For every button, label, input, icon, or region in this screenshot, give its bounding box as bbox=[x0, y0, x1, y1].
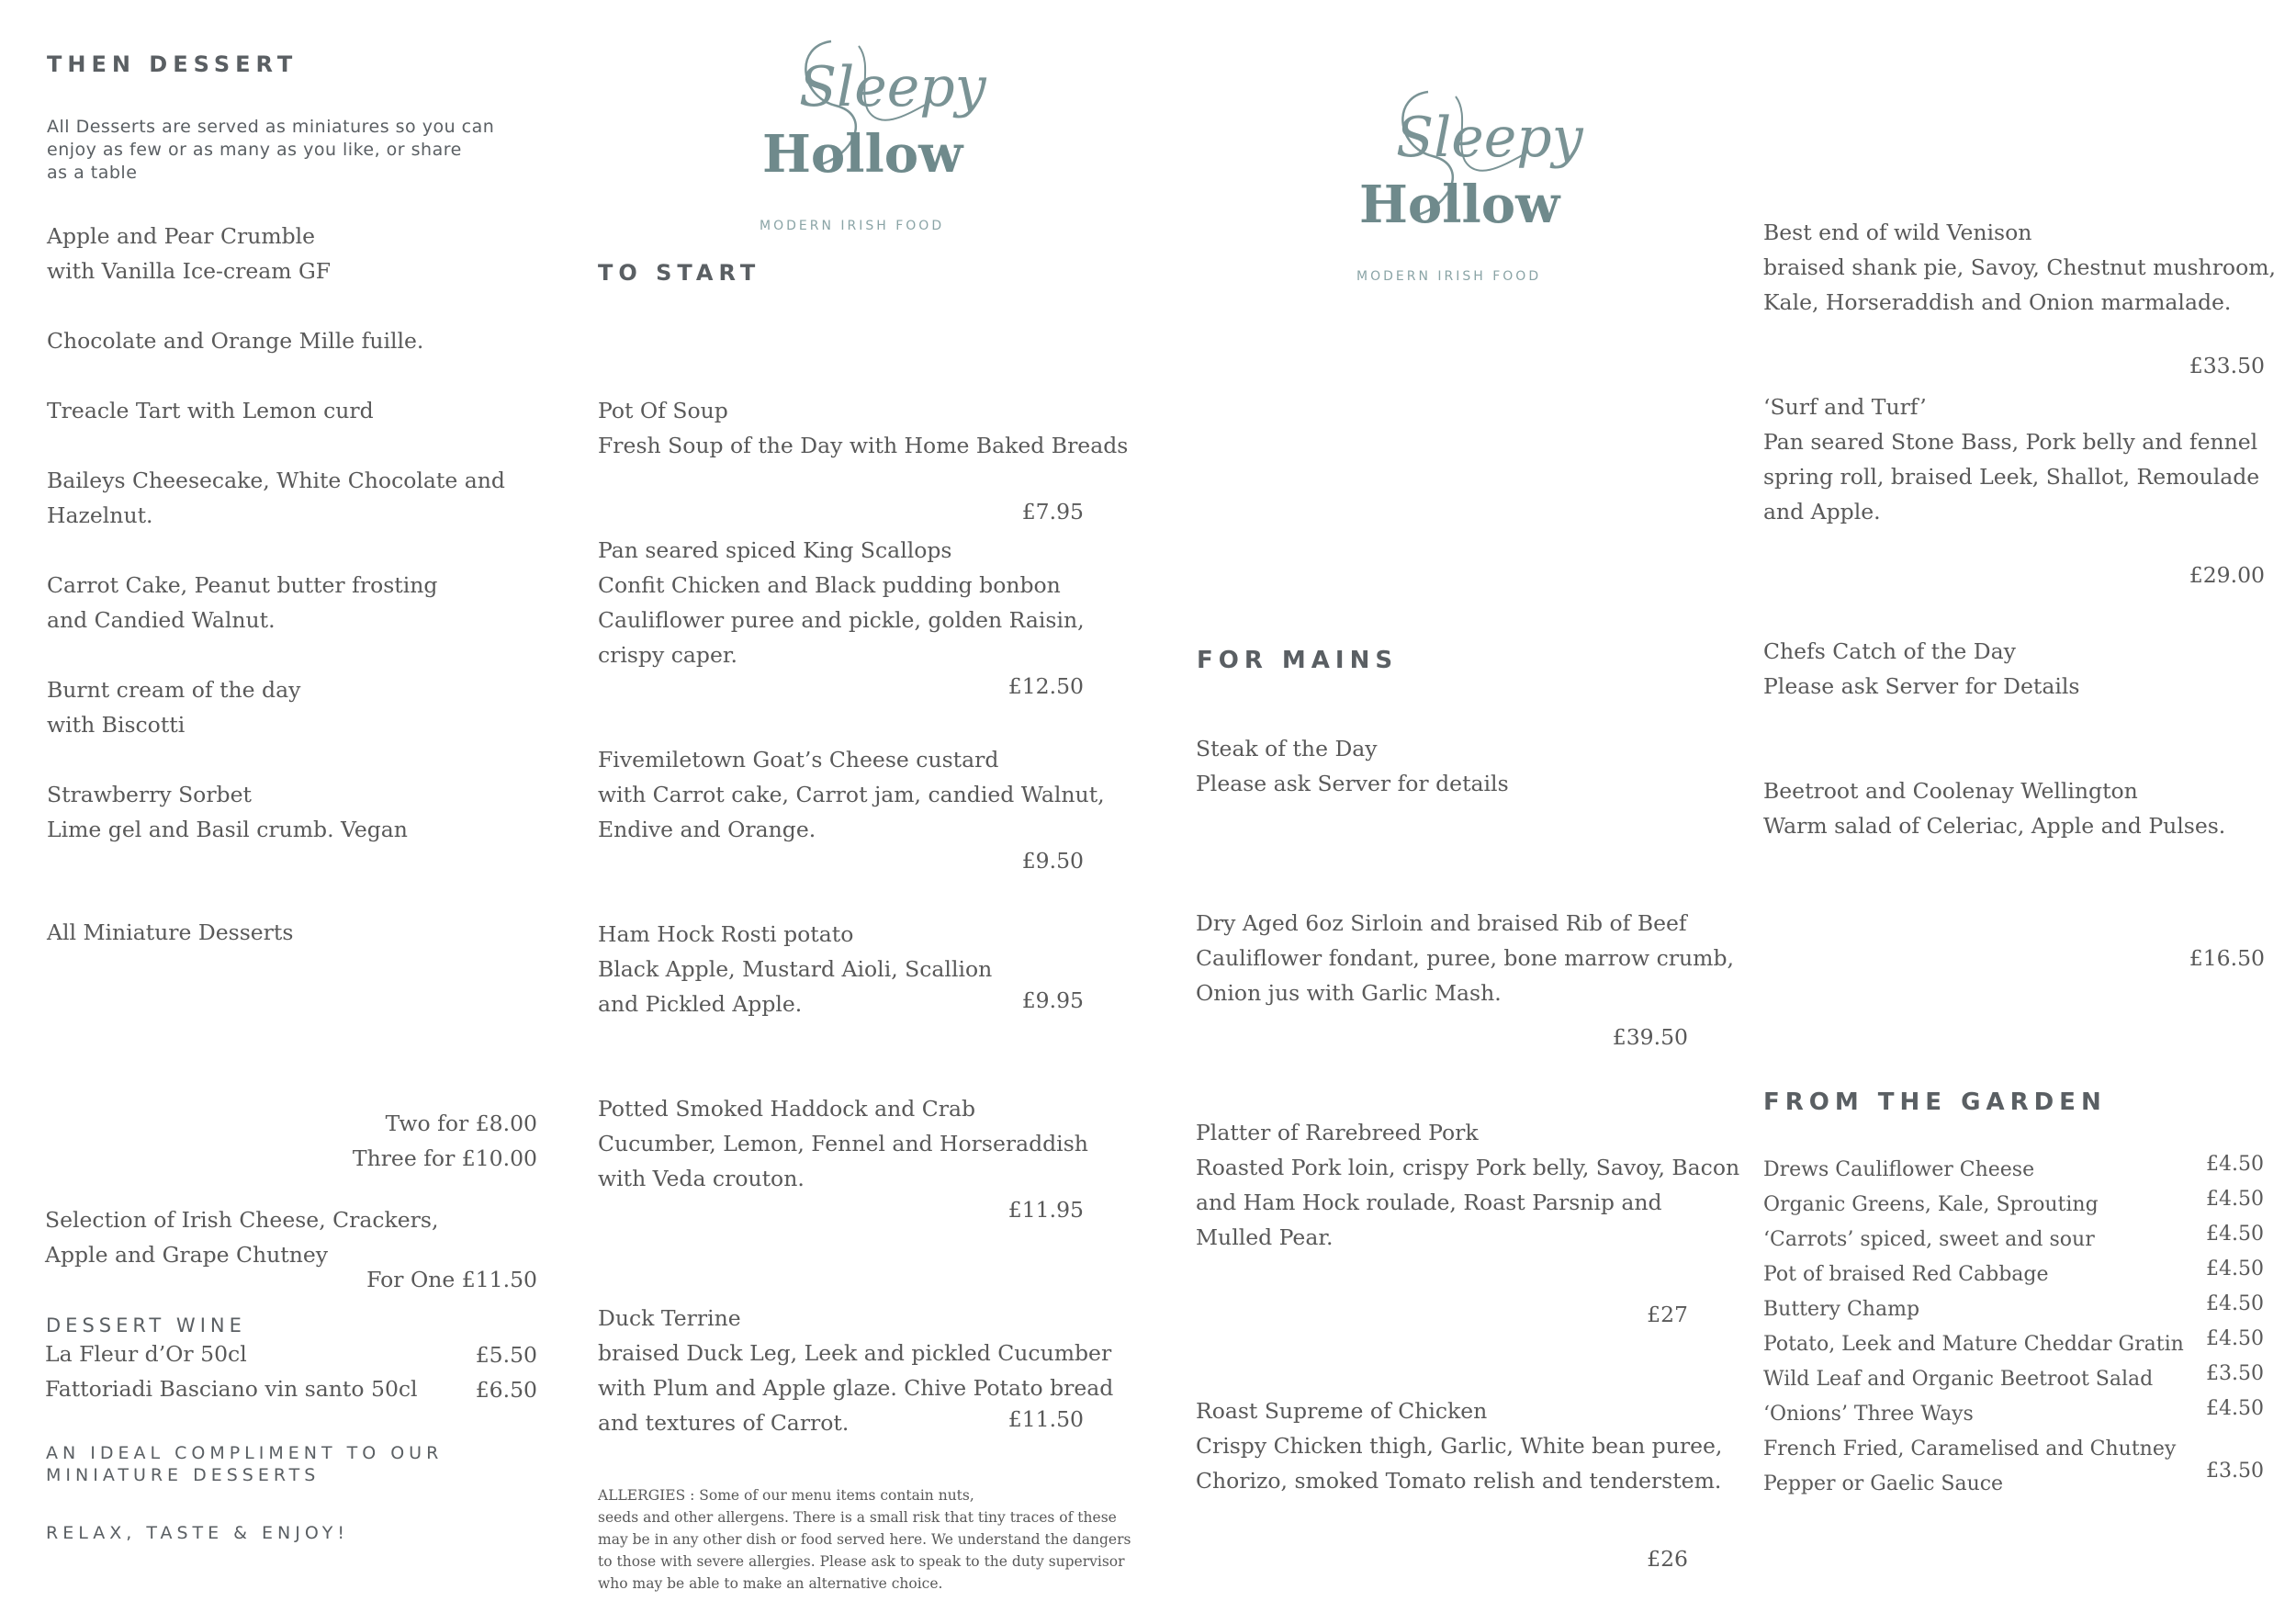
garden-item-name: French Fried, Caramelised and Chutney bbox=[1763, 1438, 2177, 1460]
main-line: Chorizo, smoked Tomato relish and tenderstem. bbox=[1196, 1468, 1722, 1494]
main-line: Pan seared Stone Bass, Pork belly and fennel bbox=[1763, 429, 2258, 455]
main-item bbox=[1763, 215, 2276, 320]
main-line: Mulled Pear. bbox=[1196, 1224, 1334, 1250]
dessert-item bbox=[47, 568, 437, 637]
all-miniatures-text: All Miniature Desserts bbox=[47, 919, 294, 945]
logo bbox=[744, 28, 992, 239]
wine-price: £6.50 bbox=[475, 1377, 537, 1403]
starter-price: £12.50 bbox=[1007, 673, 1084, 699]
dessert-line: Chocolate and Orange Mille fuille. bbox=[47, 328, 424, 354]
main-line: and Apple. bbox=[1763, 499, 1881, 524]
main-line: Onion jus with Garlic Mash. bbox=[1196, 980, 1502, 1006]
garden-item-price: £3.50 bbox=[2206, 1362, 2264, 1385]
main-item bbox=[1763, 389, 2259, 529]
dessert-wine-heading: DESSERT WINE bbox=[46, 1314, 246, 1336]
starter-item bbox=[598, 533, 1085, 672]
dessert-item bbox=[47, 219, 331, 288]
logo-script: Sleepy bbox=[799, 55, 986, 119]
garden-item bbox=[1763, 1397, 2264, 1432]
two-for-price: Two for £8.00 bbox=[385, 1111, 537, 1136]
dessert-intro-line: enjoy as few or as many as you like, or share bbox=[47, 140, 462, 160]
main-line: Steak of the Day bbox=[1196, 736, 1378, 761]
allergy-notice bbox=[598, 1484, 1131, 1595]
garden-item-price: £4.50 bbox=[2206, 1327, 2264, 1350]
dessert-line: Baileys Cheesecake, White Chocolate and bbox=[47, 468, 505, 493]
starter-line: Fresh Soup of the Day with Home Baked Breads bbox=[598, 433, 1129, 458]
main-line: Kale, Horseraddish and Onion marmalade. bbox=[1763, 289, 2232, 315]
dessert-line: Treacle Tart with Lemon curd bbox=[47, 398, 374, 423]
main-line: Platter of Rarebreed Pork bbox=[1196, 1120, 1479, 1145]
dessert-item bbox=[47, 393, 374, 428]
main-item bbox=[1196, 731, 1509, 801]
garden-item-name: Potato, Leek and Mature Cheddar Gratin bbox=[1763, 1333, 2184, 1356]
main-price: £39.50 bbox=[1612, 1024, 1688, 1050]
starter-item bbox=[598, 1091, 1088, 1196]
starter-line: Fivemiletown Goat’s Cheese custard bbox=[598, 747, 999, 773]
main-line: Please ask Server for details bbox=[1196, 771, 1509, 796]
dessert-line: with Biscotti bbox=[47, 712, 186, 738]
logo bbox=[1341, 78, 1589, 289]
garden-heading: FROM THE GARDEN bbox=[1763, 1088, 2107, 1116]
dessert-heading: THEN DESSERT bbox=[47, 51, 298, 77]
garden-item-name: Pot of braised Red Cabbage bbox=[1763, 1263, 2049, 1286]
wine-item bbox=[45, 1371, 418, 1406]
main-line: Beetroot and Coolenay Wellington bbox=[1763, 778, 2138, 804]
dessert-item bbox=[47, 463, 505, 533]
dessert-line: Apple and Pear Crumble bbox=[47, 223, 316, 249]
main-item bbox=[1196, 1115, 1739, 1255]
starter-line: braised Duck Leg, Leek and pickled Cucumber bbox=[598, 1340, 1112, 1366]
garden-item bbox=[1763, 1223, 2264, 1257]
logo-tagline: MODERN IRISH FOOD bbox=[760, 219, 945, 233]
dessert-line: Lime gel and Basil crumb. Vegan bbox=[47, 817, 408, 842]
starter-line: with Plum and Apple glaze. Chive Potato bread bbox=[598, 1375, 1114, 1401]
garden-item-name: Drews Cauliflower Cheese bbox=[1763, 1158, 2035, 1181]
allergy-line: to those with severe allergies. Please ask to speak to the duty supervisor bbox=[598, 1553, 1125, 1570]
garden-item bbox=[1763, 1257, 2264, 1292]
garden-item-price: £4.50 bbox=[2206, 1292, 2264, 1315]
garden-item bbox=[1763, 1362, 2264, 1397]
starter-line: with Carrot cake, Carrot jam, candied Walnut, bbox=[598, 782, 1105, 807]
dessert-item bbox=[47, 323, 423, 358]
wine-item bbox=[45, 1336, 247, 1371]
garden-item-price: £4.50 bbox=[2206, 1257, 2264, 1280]
main-line: Please ask Server for Details bbox=[1763, 673, 2080, 699]
garden-item-price: £3.50 bbox=[2206, 1460, 2264, 1483]
main-line: Roast Supreme of Chicken bbox=[1196, 1398, 1488, 1424]
starter-line: Endive and Orange. bbox=[598, 817, 816, 842]
main-item bbox=[1196, 906, 1734, 1010]
starter-price: £11.50 bbox=[1007, 1406, 1084, 1432]
starter-line: with Veda crouton. bbox=[598, 1166, 805, 1191]
wine-name: Fattoriadi Basciano vin santo 50cl bbox=[45, 1376, 418, 1402]
main-line: Cauliflower fondant, puree, bone marrow crumb, bbox=[1196, 945, 1734, 971]
cheese-price: For One £11.50 bbox=[366, 1267, 537, 1292]
garden-item-price: £4.50 bbox=[2206, 1223, 2264, 1246]
starter-price: £9.50 bbox=[1021, 848, 1084, 874]
logo-main: Hollow bbox=[762, 124, 963, 185]
ideal-line: MINIATURE DESSERTS bbox=[46, 1465, 321, 1485]
dessert-intro-line: as a table bbox=[47, 163, 138, 183]
wine-name: La Fleur d’Or 50cl bbox=[45, 1341, 247, 1367]
starter-line: and Pickled Apple. bbox=[598, 991, 803, 1017]
dessert-line: Strawberry Sorbet bbox=[47, 782, 252, 807]
main-price: £26 bbox=[1647, 1546, 1688, 1572]
starter-line: Black Apple, Mustard Aioli, Scallion bbox=[598, 956, 993, 982]
garden-item-price: £4.50 bbox=[2206, 1153, 2264, 1176]
ideal-line: AN IDEAL COMPLIMENT TO OUR bbox=[46, 1443, 444, 1463]
dessert-line: Carrot Cake, Peanut butter frosting bbox=[47, 572, 438, 598]
dessert-item bbox=[47, 672, 300, 742]
main-line: Chefs Catch of the Day bbox=[1763, 638, 2016, 664]
starter-line: Pan seared spiced King Scallops bbox=[598, 537, 952, 563]
allergy-line: seeds and other allergens. There is a small risk that tiny traces of these bbox=[598, 1509, 1117, 1526]
main-line: spring roll, braised Leek, Shallot, Remoulade bbox=[1763, 464, 2260, 490]
main-line: Crispy Chicken thigh, Garlic, White bean puree, bbox=[1196, 1433, 1723, 1459]
cheese-item bbox=[45, 1202, 438, 1272]
starter-price: £9.95 bbox=[1021, 987, 1084, 1013]
main-line: braised shank pie, Savoy, Chestnut mushroom, bbox=[1763, 254, 2276, 280]
start-heading: TO START bbox=[598, 260, 761, 286]
logo-script: Sleepy bbox=[1396, 106, 1583, 170]
allergy-line: ALLERGIES : Some of our menu items contain nuts, bbox=[598, 1487, 974, 1504]
starter-line: Potted Smoked Haddock and Crab bbox=[598, 1096, 976, 1122]
garden-item bbox=[1763, 1327, 2264, 1362]
starter-price: £11.95 bbox=[1007, 1197, 1084, 1223]
starter-item bbox=[598, 742, 1105, 847]
starter-line: crispy caper. bbox=[598, 642, 738, 668]
logo-main: Hollow bbox=[1359, 175, 1560, 235]
garden-item-name: Wild Leaf and Organic Beetroot Salad bbox=[1763, 1368, 2154, 1391]
main-line: ‘Surf and Turf’ bbox=[1763, 394, 1927, 420]
ideal-compliment bbox=[46, 1442, 443, 1486]
garden-item-name: Buttery Champ bbox=[1763, 1298, 1920, 1321]
three-for-price: Three for £10.00 bbox=[352, 1145, 537, 1171]
all-miniatures-label bbox=[47, 915, 293, 950]
starter-line: Ham Hock Rosti potato bbox=[598, 921, 854, 947]
starter-item bbox=[598, 393, 1128, 463]
wine-price: £5.50 bbox=[475, 1342, 537, 1368]
garden-item bbox=[1763, 1460, 2264, 1502]
garden-item-name: ‘Carrots’ spiced, sweet and sour bbox=[1763, 1228, 2095, 1251]
starter-price: £7.95 bbox=[1021, 499, 1084, 524]
allergy-line: who may be able to make an alternative choice. bbox=[598, 1575, 943, 1592]
main-line: Best end of wild Venison bbox=[1763, 220, 2032, 245]
dessert-line: and Candied Walnut. bbox=[47, 607, 276, 633]
starter-line: Duck Terrine bbox=[598, 1305, 741, 1331]
main-item bbox=[1763, 773, 2225, 843]
starter-item bbox=[598, 917, 992, 1021]
garden-item-name: ‘Onions’ Three Ways bbox=[1763, 1403, 1974, 1426]
main-price: £33.50 bbox=[2189, 353, 2265, 378]
main-item bbox=[1763, 634, 2079, 704]
main-line: Dry Aged 6oz Sirloin and braised Rib of Beef bbox=[1196, 910, 1687, 936]
mains-heading: FOR MAINS bbox=[1197, 647, 1399, 674]
dessert-line: Burnt cream of the day bbox=[47, 677, 301, 703]
garden-item bbox=[1763, 1188, 2264, 1223]
main-price: £29.00 bbox=[2189, 562, 2265, 588]
garden-item-name: Organic Greens, Kale, Sprouting bbox=[1763, 1193, 2099, 1216]
dessert-line: with Vanilla Ice-cream GF bbox=[47, 258, 332, 284]
allergy-line: may be in any other dish or food served here. We understand the dangers bbox=[598, 1531, 1131, 1548]
starter-line: Confit Chicken and Black pudding bonbon bbox=[598, 572, 1061, 598]
dessert-intro bbox=[47, 116, 494, 185]
garden-item-price: £4.50 bbox=[2206, 1188, 2264, 1211]
garden-item bbox=[1763, 1153, 2264, 1188]
dessert-item bbox=[47, 777, 408, 847]
relax-tagline: RELAX, TASTE & ENJOY! bbox=[46, 1523, 349, 1543]
dessert-intro-line: All Desserts are served as miniatures so you can bbox=[47, 117, 495, 137]
starter-line: and textures of Carrot. bbox=[598, 1410, 850, 1436]
cheese-line: Apple and Grape Chutney bbox=[45, 1242, 329, 1268]
main-line: and Ham Hock roulade, Roast Parsnip and bbox=[1196, 1190, 1662, 1215]
starter-line: Cucumber, Lemon, Fennel and Horseraddish bbox=[598, 1131, 1088, 1156]
main-price: £27 bbox=[1647, 1302, 1688, 1327]
starter-line: Cauliflower puree and pickle, golden Raisin, bbox=[598, 607, 1085, 633]
garden-item-name: Pepper or Gaelic Sauce bbox=[1763, 1472, 2004, 1495]
main-line: Warm salad of Celeriac, Apple and Pulses. bbox=[1763, 813, 2226, 839]
cheese-line: Selection of Irish Cheese, Crackers, bbox=[45, 1207, 439, 1233]
dessert-line: Hazelnut. bbox=[47, 502, 153, 528]
garden-item bbox=[1763, 1292, 2264, 1327]
starter-line: Pot Of Soup bbox=[598, 398, 728, 423]
main-item bbox=[1196, 1393, 1722, 1498]
garden-item-price: £4.50 bbox=[2206, 1397, 2264, 1420]
main-price: £16.50 bbox=[2189, 945, 2265, 971]
garden-item bbox=[1763, 1432, 2264, 1467]
main-line: Roasted Pork loin, crispy Pork belly, Savoy, Bacon bbox=[1196, 1155, 1740, 1180]
logo-tagline: MODERN IRISH FOOD bbox=[1356, 269, 1542, 284]
